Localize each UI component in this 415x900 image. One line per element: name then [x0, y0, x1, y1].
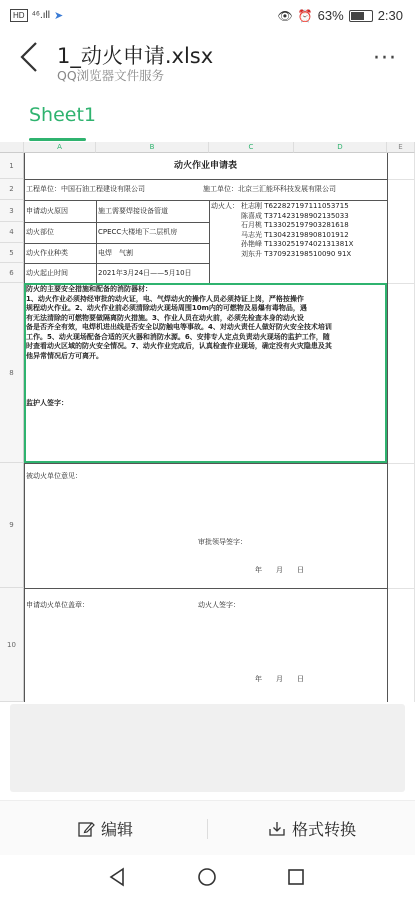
- guardian-signature-label: 监护人签字：: [26, 399, 68, 407]
- worker-entry: 杜志刚 T622827197111053715: [241, 202, 349, 210]
- workers-list[interactable]: [241, 202, 387, 282]
- edit-button[interactable]: [77, 817, 133, 840]
- row-header-2[interactable]: 2: [0, 179, 24, 200]
- location-arrow-icon: ➤: [53, 10, 64, 22]
- location-value[interactable]: CPECC大楼地下二层机房: [98, 228, 178, 236]
- cell-border: [24, 463, 387, 464]
- applicant-unit-seal-label: 申请动火单位盖章：: [26, 601, 89, 609]
- row-header-1[interactable]: 1: [0, 153, 24, 179]
- file-source: QQ浏览器文件服务: [57, 68, 165, 83]
- period-label: 动火起止时间: [26, 269, 68, 277]
- row-header-8[interactable]: 8: [0, 283, 24, 463]
- cell-border: [24, 588, 387, 589]
- approver-signature-label: 审批领导签字：: [198, 538, 247, 546]
- nav-back-icon[interactable]: [108, 867, 128, 887]
- column-header-e[interactable]: E: [387, 142, 415, 153]
- selected-cell-outline: [24, 283, 387, 463]
- measures-line: 备是否齐全有效，电焊机进出线是否安全以防触电等事故。4、对动火责任人做好防火安全技术培训: [26, 323, 332, 331]
- gridline: [387, 179, 415, 180]
- spreadsheet-view[interactable]: [0, 142, 415, 702]
- nav-recents-icon[interactable]: [286, 867, 306, 887]
- construction-unit: 施工单位：北京三汇能环科技发展有限公司: [203, 185, 336, 193]
- measures-line: 有无法清除的可燃物要做隔离防火措施。3、作业人员在动火前，必须先检查本身的动火设: [26, 313, 304, 322]
- reason-label: 申请动火原因: [26, 207, 68, 215]
- row-header-6[interactable]: 6: [0, 263, 24, 283]
- row-header-5[interactable]: 5: [0, 243, 24, 263]
- worker-entry: 刘东升 T370923198510090 91X: [241, 249, 352, 258]
- column-header-b[interactable]: B: [96, 142, 209, 153]
- battery-icon: [349, 10, 373, 22]
- preview-placeholder-panel: [10, 704, 405, 792]
- column-header-d[interactable]: D: [294, 142, 387, 153]
- row-header-4[interactable]: 4: [0, 222, 24, 243]
- back-button[interactable]: [18, 40, 48, 80]
- format-convert-label: 格式转换: [292, 820, 357, 839]
- format-convert-button[interactable]: [268, 817, 356, 840]
- corner-header: [0, 142, 24, 153]
- row-header-3[interactable]: 3: [0, 200, 24, 222]
- worker-entry: 陈喜成 T371423198902135033: [241, 211, 349, 220]
- worker-entry: 马志光 T130423198908101912: [241, 230, 349, 239]
- gridline: [387, 283, 415, 284]
- download-icon: [268, 820, 286, 838]
- measures-line: 他异常情况后方可离开。: [26, 351, 103, 360]
- fired-unit-opinion-label: 被动火单位意见：: [26, 472, 82, 480]
- form-title: 动火作业申请表: [173, 161, 237, 171]
- edit-icon: [77, 820, 95, 838]
- location-label: 动火部位: [26, 228, 54, 236]
- application-date: 年 月 日: [255, 675, 304, 683]
- worker-entry: 孙艳峰 T133025197402131381X: [241, 240, 354, 248]
- column-header-a[interactable]: A: [24, 142, 96, 153]
- cell-border: [209, 200, 210, 283]
- reason-value[interactable]: 施工需要焊接设备管道: [98, 207, 168, 215]
- row-header-10[interactable]: 10: [0, 588, 24, 702]
- active-tab-indicator: [29, 138, 86, 141]
- bottom-action-bar: [0, 800, 415, 856]
- status-bar: [0, 0, 415, 34]
- alarm-icon: ⏰: [297, 8, 313, 23]
- battery-percent: 63%: [317, 8, 344, 23]
- divider: [207, 819, 208, 839]
- measures-line: 时查看动火区域的防火安全情况。7、动火作业完成后，认真检查作业现场，确定没有火灾隐患及其: [26, 342, 332, 350]
- file-title: 1_动火申请.xlsx: [57, 44, 214, 68]
- worker-entry: 石月桃 T133025197903281618: [241, 221, 349, 229]
- measures-title: 防火的主要安全措施和配备的消防器材：: [26, 285, 152, 293]
- signal-icon: ⁴⁶.ıll: [31, 10, 50, 21]
- gridline: [387, 588, 415, 589]
- type-value[interactable]: 电焊 气割: [98, 249, 133, 257]
- row-header-9[interactable]: 9: [0, 463, 24, 588]
- edit-label: 编辑: [101, 820, 134, 839]
- nav-home-icon[interactable]: [197, 867, 217, 887]
- eye-icon: 👁: [277, 8, 293, 23]
- column-header-c[interactable]: C: [209, 142, 294, 153]
- measures-line: 规程动火作业。2、动火作业前必须清除动火现场周围10m内的可燃物及易爆有毒物品，遇: [26, 304, 307, 312]
- system-nav-bar: [0, 855, 415, 900]
- project-unit: 工程单位：中国石油工程建设有限公司: [26, 185, 145, 193]
- cell-border: [96, 200, 97, 283]
- tab-sheet1[interactable]: Sheet1: [29, 104, 97, 126]
- type-label: 动火作业种类: [26, 249, 68, 257]
- clock: 2:30: [377, 8, 403, 23]
- cell-border: [387, 153, 388, 702]
- hd-badge: HD: [10, 9, 28, 22]
- measures-line: 1、动火作业必须持经审批的动火证，电、气焊动火的操作人员必须持证上岗，严格按操作: [26, 294, 304, 303]
- measures-line: 工作。5、动火现场配备合适的灭火器和消防水源。6、安排专人定点负责动火现场的监护工作，随: [26, 332, 330, 341]
- worker-signature-label: 动火人签字：: [198, 601, 240, 609]
- more-options-icon[interactable]: ···: [373, 46, 397, 71]
- chevron-left-icon: [18, 40, 40, 74]
- period-value[interactable]: 2021年3月24日——5月10日: [98, 269, 192, 277]
- workers-label: 动火人：: [211, 202, 239, 210]
- approval-date: 年 月 日: [255, 566, 304, 574]
- gridline: [387, 463, 415, 464]
